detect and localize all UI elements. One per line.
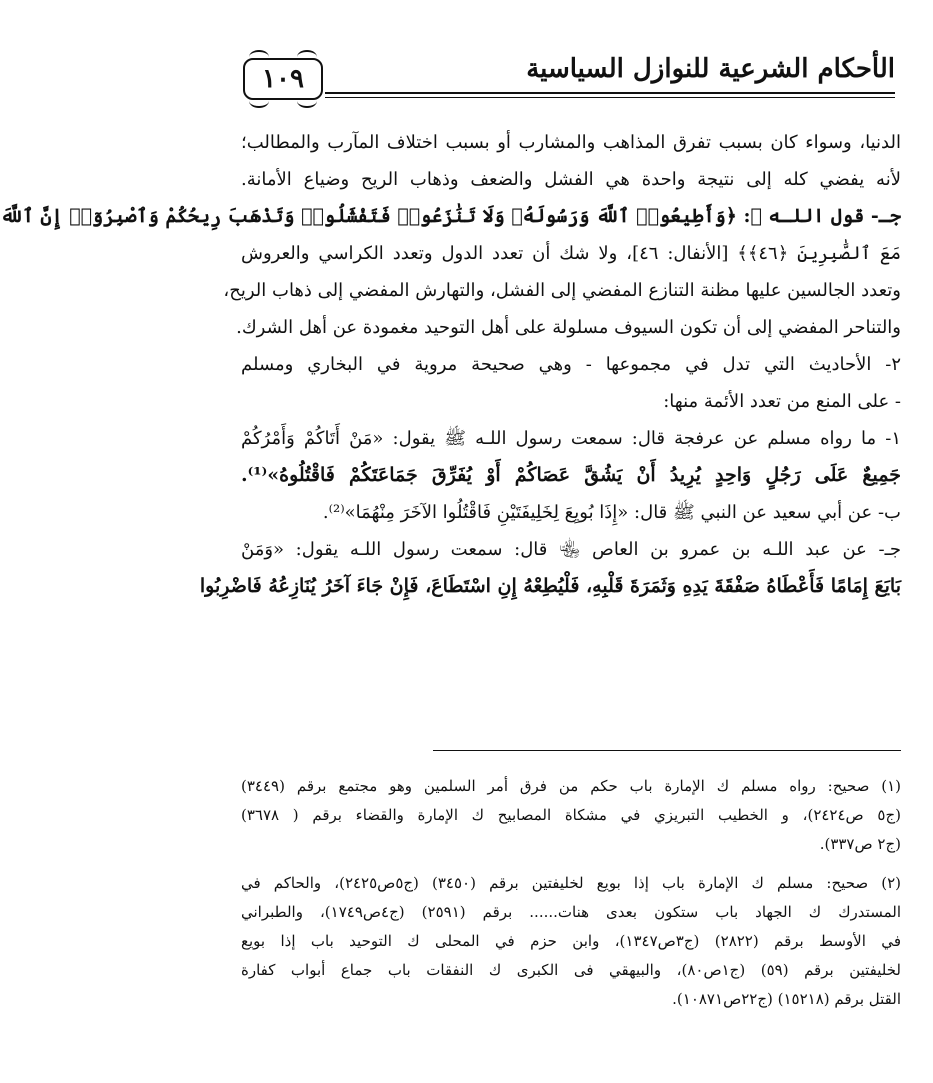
footnote-line: في الأوسط برقم (٢٨٢٢) (ج٣ص١٣٤٧)، وابن حزم في المحلى ك التوحيد باب إذا بويع bbox=[241, 932, 901, 950]
running-title: الأحكام الشرعية للنوازل السياسية bbox=[526, 54, 895, 84]
text-line: الدنيا، وسواء كان بسبب تفرق المذاهب والمشارب أو بسبب اختلاف المآرب والمطالب؛ bbox=[241, 132, 901, 153]
hadith-line: ١- ما رواه مسلم عن عرفجة قال: سمعت رسول اللـه ﷺ يقول: «مَنْ أَتَاكُمْ وَأَمْرُكُمْ bbox=[241, 428, 901, 449]
ornament-icon bbox=[297, 94, 317, 108]
page-number-box bbox=[243, 58, 323, 100]
page-header bbox=[243, 48, 895, 108]
footnote-line: (٢) صحيح: مسلم ك الإمارة باب إذا بويع لخليفتين برقم (٣٤٥٠) (ج٥ص٢٤٢٥)، والحاكم في bbox=[241, 874, 901, 892]
footnote-line: القتل برقم (١٥٢١٨) (ج٢٢ص١٠٨٧١). bbox=[672, 990, 901, 1008]
header-rule bbox=[325, 92, 895, 94]
text-line: لأنه يفضي كله إلى نتيجة واحدة هي الفشل والضعف وذهاب الريح وضياع الأمانة. bbox=[241, 169, 901, 190]
page-number: ١٠٩ bbox=[262, 64, 304, 94]
footnote-line: (ج٢ ص٣٣٧). bbox=[819, 835, 901, 853]
hadith-line: جَمِيعٌ عَلَى رَجُلٍ وَاحِدٍ يُرِيدُ أَنْ يَشُقَّ عَصَاكُمْ أَوْ يُفَرِّقَ جَمَاعَتَكُمْ فَاقْتُلُوهُ»⁽¹⁾. bbox=[241, 464, 901, 486]
footnote-line: المستدرك ك الجهاد باب ستكون بعدى هنات...... برقم (٢٥٩١) (ج٤ص١٧٤٩)، والطبراني bbox=[241, 903, 901, 921]
main-text bbox=[0, 124, 902, 605]
text-line: - على المنع من تعدد الأئمة منها: bbox=[663, 391, 901, 412]
footnotes bbox=[241, 772, 901, 1014]
text-line: والتناحر المفضي إلى أن تكون السيوف مسلولة على أهل التوحيد مغمودة عن أهل الشرك. bbox=[236, 317, 901, 338]
footnote-line: لخليفتين برقم (٥٩) (ج١ص٨٠)، والبيهقي فى الكبرى ك النفقات باب جماع أبواب كفارة bbox=[241, 961, 901, 979]
hadith-line: بَايَعَ إِمَامًا فَأَعْطَاهُ صَفْقَةَ يَدِهِ وَثَمَرَةَ قَلْبِهِ، فَلْيُطِعْهُ إِنِ اسْتَطَاعَ، فَإِنْ جَاءَ آخَرُ يُنَازِعُهُ فَاضْرِبُوا bbox=[199, 575, 901, 597]
text-line: وتعدد الجالسين عليها مظنة التنازع المفضي إلى الفشل، والتهارش المفضي إلى ذهاب الريح، bbox=[223, 280, 901, 301]
footnote-separator bbox=[433, 750, 901, 751]
hadith-line: جـ- عن عبد اللـه بن عمرو بن العاص ﵄ قال: سمعت رسول اللـه يقول: «وَمَنْ bbox=[241, 539, 902, 560]
ornament-icon bbox=[297, 50, 317, 64]
header-rule-thin bbox=[325, 97, 895, 98]
ornament-icon bbox=[249, 94, 269, 108]
quran-verse-line: جـ- قول اللـه ﷻ: ﴿وَأَطِيعُوا۟ ٱللَّهَ وَرَسُولَهُۥ وَلَا تَنَٰزَعُوا۟ فَتَفْشَلُوا۟ وَتَذْهَبَ رِيحُكُمْ وَٱصْبِرُوٓا۟ إِنَّ ٱللَّهَ bbox=[0, 205, 901, 227]
text-line: ٢- الأحاديث التي تدل في مجموعها - وهي صحيحة مروية في البخاري ومسلم bbox=[241, 354, 901, 375]
ornament-icon bbox=[249, 50, 269, 64]
footnote-line: (١) صحيح: رواه مسلم ك الإمارة باب حكم من فرق أمر السلمين وهو مجتمع برقم (٣٤٤٩) bbox=[241, 777, 901, 795]
hadith-line: ب- عن أبي سعيد عن النبي ﷺ قال: «إِذَا بُويِعَ لِخَلِيفَتَيْنِ فَاقْتُلُوا الآخَرَ مِنْهُمَا»⁽²⁾. bbox=[322, 502, 901, 523]
text-line: مَعَ ٱلصَّٰبِرِينَ ﴿٤٦﴾﴾ [الأنفال: ٤٦]، ولا شك أن تعدد الدول وتعدد الكراسي والعروش bbox=[241, 243, 901, 264]
footnote-line: (ج٥ ص٢٤٢٤)، و الخطيب التبريزي في مشكاة المصابيح ك الإمارة والقضاء برقم ( ٣٦٧٨) bbox=[241, 806, 901, 824]
